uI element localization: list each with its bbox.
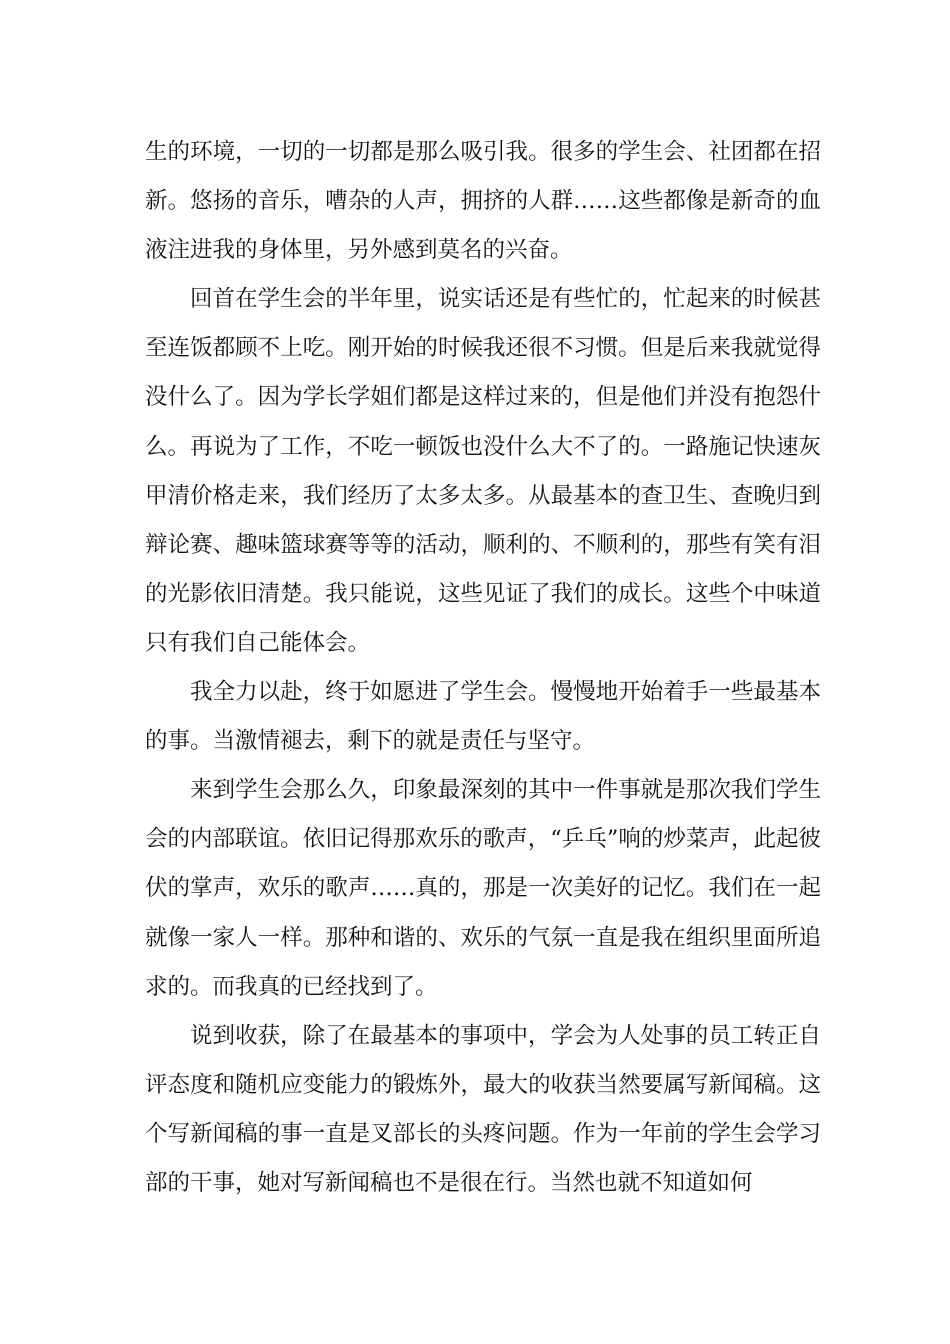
- body-text: [145, 128, 821, 1208]
- paragraph-3: 我全力以赴，终于如愿进了学生会。慢慢地开始着手一些最基本的事。当激情褪去，剩下的就是责任与坚守。: [145, 679, 821, 755]
- paragraph-5: 说到收获，除了在最基本的事项中，学会为人处事的员工转正自评态度和随机应变能力的锻炼外，最大的收获当然要属写新闻稿。这个写新闻稿的事一直是叉部长的头疼问题。作为一年前的学生会学习部的干事，她对写新闻稿也不是很在行。当然也就不知道如何: [145, 1022, 821, 1196]
- paragraph-2: 回首在学生会的半年里，说实话还是有些忙的，忙起来的时候甚至连饭都顾不上吃。刚开始的时候我还很不习惯。但是后来我就觉得没什么了。因为学长学姐们都是这样过来的，但是他们并没有抱怨什么。再说为了工作，不吃一顿饭也没什么大不了的。一路施记快速灰甲清价格走来，我们经历了太多太多。从最基本的查卫生、查晚归到辩论赛、趣味篮球赛等等的活动，顺利的、不顺利的，那些有笑有泪的光影依旧清楚。我只能说，这些见证了我们的成长。这些个中味道只有我们自己能体会。: [145, 286, 821, 656]
- paragraph-1: 生的环境，一切的一切都是那么吸引我。很多的学生会、社团都在招新。悠扬的音乐，嘈杂的人声，拥挤的人群……这些都像是新奇的血液注进我的身体里，另外感到莫名的兴奋。: [145, 139, 821, 264]
- paragraph-4: 来到学生会那么久，印象最深刻的其中一件事就是那次我们学生会的内部联谊。依旧记得那欢乐的歌声，“乒乓”响的炒菜声，此起彼伏的掌声，欢乐的歌声……真的，那是一次美好的记忆。我们在一起就像一家人一样。那种和谐的、欢乐的气氛一直是我在组织里面所追求的。而我真的已经找到了。: [145, 777, 821, 1000]
